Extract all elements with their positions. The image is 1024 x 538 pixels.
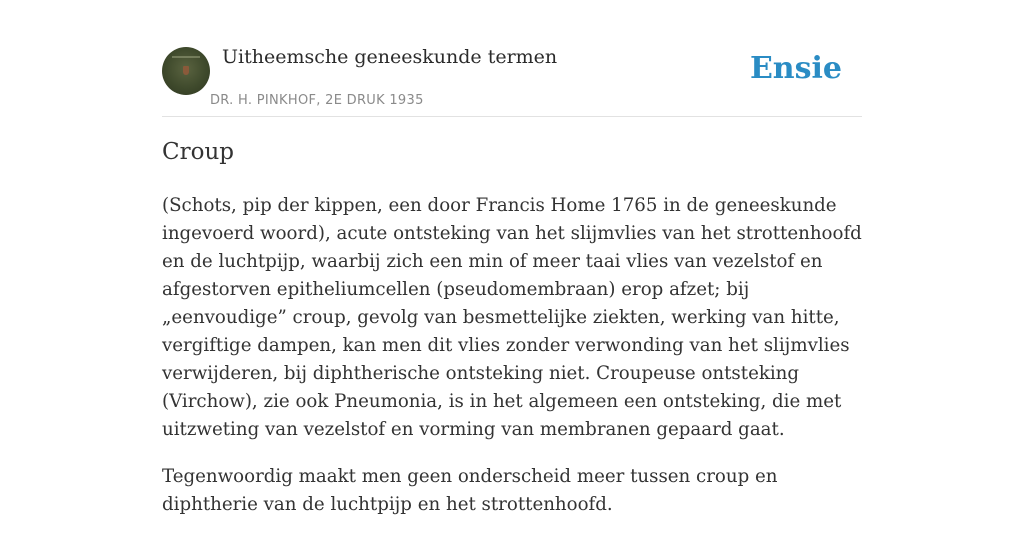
cover-emblem [183,66,189,75]
page-content [162,0,862,515]
book-title[interactable]: Uitheemsche geneeskunde termen [222,46,558,68]
book-cover-icon[interactable] [162,47,210,95]
entry-paragraph: Tegenwoordig maakt men geen onderscheid meer tussen croup en diphtherie van de luchtpijp en het strottenhoofd. [162,466,778,515]
book-meta: DR. H. PINKHOF, 2E DRUK 1935 [210,93,424,108]
cover-band [172,56,200,58]
entry-body [162,192,862,538]
ensie-logo[interactable]: Ensie [749,51,842,86]
entry-title: Croup [162,139,234,165]
entry-paragraph: (Schots, pip der kippen, een door Francis Home 1765 in de geneeskunde ingevoerd woord), acute ontsteking van het slijmvlies van het strottenhoofd en de luchtpijp, waarbij zich een min of meer taai vlies van vezelstof en afgestorven epitheliumcellen (pseudomembraan) erop afzet; bij „eenvoudige” croup, gevolg van besmettelijke ziekten, werking van hitte, vergiftige dampen, kan men dit vlies zonder verwonding van het slijmvlies verwijderen, bij diphtherische ontsteking niet. Croupeuse ontsteking (Virchow), zie ook Pneumonia, is in het algemeen een ontsteking, die met uitzweting van vezelstof en vorming van membranen gepaard gaat. [162,195,862,440]
header [162,0,862,117]
